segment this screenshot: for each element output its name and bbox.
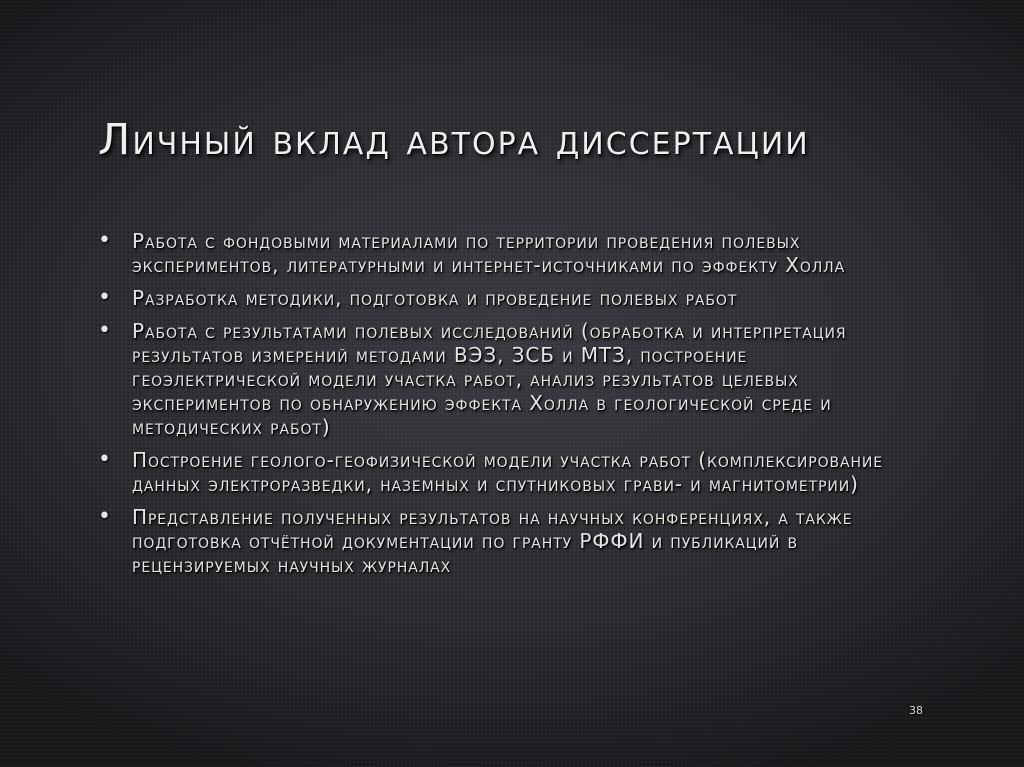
bullet-text: Работа с фондовыми материалами по территории проведения полевых экспериментов, литературными и интернет-источниками по эффекту Холла [132, 229, 846, 277]
bullet-list [96, 229, 916, 586]
bullet-item [96, 448, 916, 496]
bullet-item [96, 286, 916, 310]
bullet-marker: • [98, 285, 111, 310]
bullet-item [96, 229, 916, 277]
bullet-text: Разработка методики, подготовка и проведение полевых работ [132, 286, 738, 310]
bullet-item [96, 319, 916, 439]
slide-title: Личный вклад автора диссертации [98, 115, 810, 165]
bullet-text: Представление полученных результатов на научных конференциях, а также подготовка отчётной документации по гранту РФФИ и публикаций в рецензируемых научных журналах [132, 505, 853, 577]
bullet-marker: • [98, 228, 111, 253]
bullet-item [96, 505, 916, 577]
bullet-marker: • [98, 504, 111, 529]
bullet-marker: • [98, 447, 111, 472]
bullet-text: Работа с результатами полевых исследований (обработка и интерпретация результатов измерений методами ВЭЗ, ЗСБ и МТЗ, построение геоэлектрической модели участка работ, анализ результатов целевых экспериментов по обнаружению эффекта Холла в геологической среде и методических работ) [132, 319, 847, 439]
bullet-text: Построение геолого-геофизической модели участка работ (комплексирование данных электроразведки, наземных и спутниковых грави- и магнитометрии) [132, 448, 884, 496]
page-number: 38 [909, 704, 923, 717]
bullet-marker: • [98, 318, 111, 343]
